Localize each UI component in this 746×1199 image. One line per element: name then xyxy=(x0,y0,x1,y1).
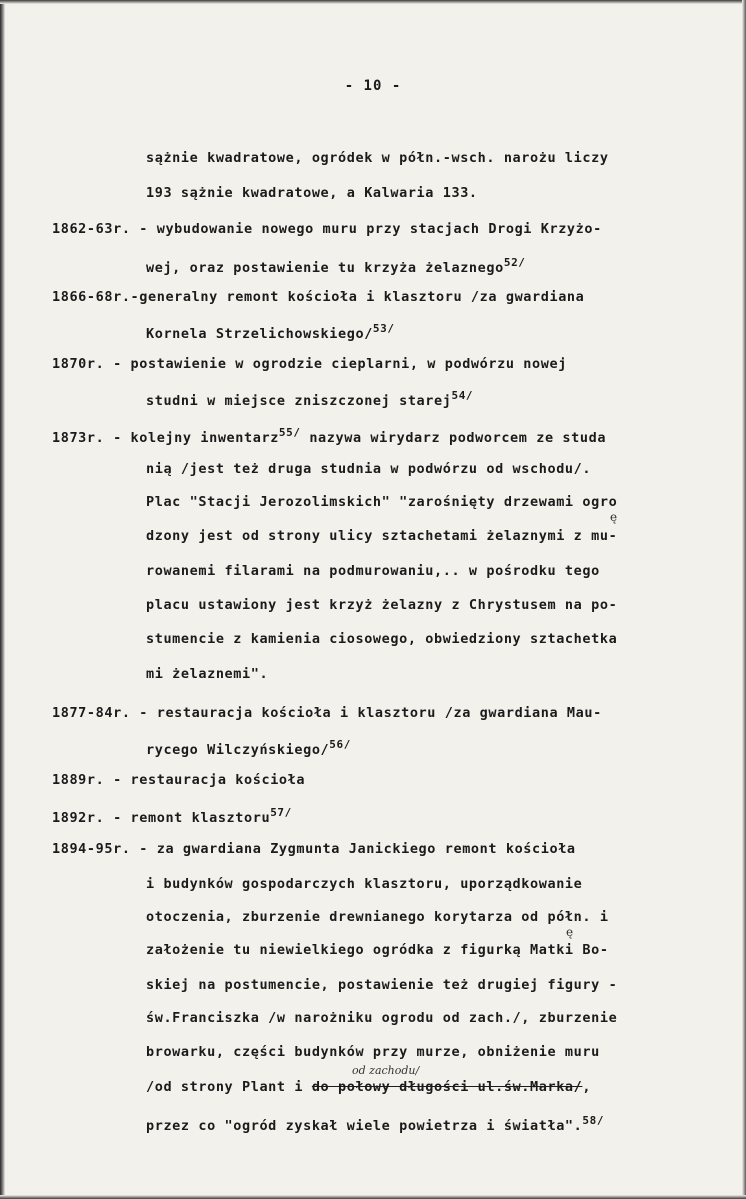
text-line xyxy=(146,1114,604,1134)
footnote-ref: 55/ xyxy=(278,426,301,439)
text-line: placu ustawiony jest krzyż żelazny z Chrystusem na po- xyxy=(146,597,618,613)
text-line: założenie tu niewielkiego ogródka z figurką Matki Bo- xyxy=(146,942,609,958)
text-segment: /od strony Plant i xyxy=(146,1079,312,1095)
text-line xyxy=(146,738,351,758)
text-line: 1889r. - restauracja kościoła xyxy=(52,772,306,788)
struck-text: do połowy długości ul.św.Marka/ xyxy=(311,1079,583,1095)
text-line xyxy=(52,806,292,826)
text-line: sążnie kwadratowe, ogródek w półn.-wsch. narożu liczy xyxy=(146,150,609,166)
text-line: 1862-63r. - wybudowanie nowego muru przy stacjach Drogi Krzyżo- xyxy=(52,221,602,237)
text-line: dzony jest od strony ulicy sztachetami żelaznymi z mu- xyxy=(146,528,618,544)
text-line: 193 sążnie kwadratowe, a Kalwaria 133. xyxy=(146,185,478,201)
footnote-ref: 57/ xyxy=(270,806,292,819)
scan-edge-right xyxy=(742,0,746,1199)
text-segment: studni w miejsce zniszczonej starej xyxy=(146,393,452,409)
text-segment: nazywa wirydarz podworcem ze studa xyxy=(300,430,607,446)
text-segment: rycego Wilczyńskiego/ xyxy=(146,742,330,758)
scan-edge-top xyxy=(0,0,746,4)
text-line: mi żelaznemi". xyxy=(146,666,269,682)
text-segment: 1873r. - kolejny inwentarz xyxy=(52,430,279,446)
scan-edge-bottom xyxy=(0,1195,746,1199)
text-line: rowanemi filarami na podmurowaniu,.. w pośrodku tego xyxy=(146,563,600,579)
page-number: - 10 - xyxy=(344,78,402,94)
handwritten-accent: ę xyxy=(610,510,618,524)
text-line: i budynków gospodarczych klasztoru, uporządkowanie xyxy=(146,876,583,892)
text-line: 1866-68r.-generalny remont kościoła i klasztoru /za gwardiana xyxy=(52,289,585,305)
text-line xyxy=(146,1079,591,1095)
text-segment: wej, oraz postawienie tu krzyża żelaznego xyxy=(146,260,504,276)
handwritten-accent: ę xyxy=(566,925,574,939)
text-line: skiej na postumencie, postawienie też drugiej figury - xyxy=(146,977,618,993)
text-line xyxy=(146,256,526,276)
footnote-ref: 56/ xyxy=(329,738,351,751)
text-segment: 1892r. - remont klasztoru xyxy=(52,810,271,826)
scan-edge-left xyxy=(0,0,5,1199)
text-line xyxy=(52,426,606,446)
text-line: otoczenia, zburzenie drewnianego korytarza od półn. i xyxy=(146,909,609,925)
text-line: 1877-84r. - restauracja kościoła i klasztoru /za gwardiana Mau- xyxy=(52,705,602,721)
footnote-ref: 58/ xyxy=(582,1114,605,1127)
text-line: 1894-95r. - za gwardiana Zygmunta Janickiego remont kościoła xyxy=(52,841,576,857)
text-line: browarku, części budynków przy murze, obniżenie muru xyxy=(146,1044,600,1060)
text-segment: przez co "ogród zyskał wiele powietrza i światła". xyxy=(146,1118,583,1134)
text-line: św.Franciszka /w narożniku ogrodu od zach./, zburzenie xyxy=(146,1010,618,1026)
handwritten-insertion: od zachodu/ xyxy=(352,1064,420,1077)
footnote-ref: 54/ xyxy=(451,389,474,402)
footnote-ref: 53/ xyxy=(372,322,395,335)
text-line xyxy=(146,389,473,409)
footnote-ref: 52/ xyxy=(503,256,526,269)
text-line: 1870r. - postawienie w ogrodzie cieplarni, w podwórzu nowej xyxy=(52,356,567,372)
text-segment: , xyxy=(582,1079,592,1095)
text-line xyxy=(146,322,395,342)
text-line: nią /jest też druga studnia w podwórzu od wschodu/. xyxy=(146,461,592,477)
text-line: Plac "Stacji Jerozolimskich" "zarośnięty drzewami ogro xyxy=(146,494,618,510)
text-segment: Kornela Strzelichowskiego/ xyxy=(146,326,373,342)
text-line: stumencie z kamienia ciosowego, obwiedziony sztachetka xyxy=(146,631,618,647)
